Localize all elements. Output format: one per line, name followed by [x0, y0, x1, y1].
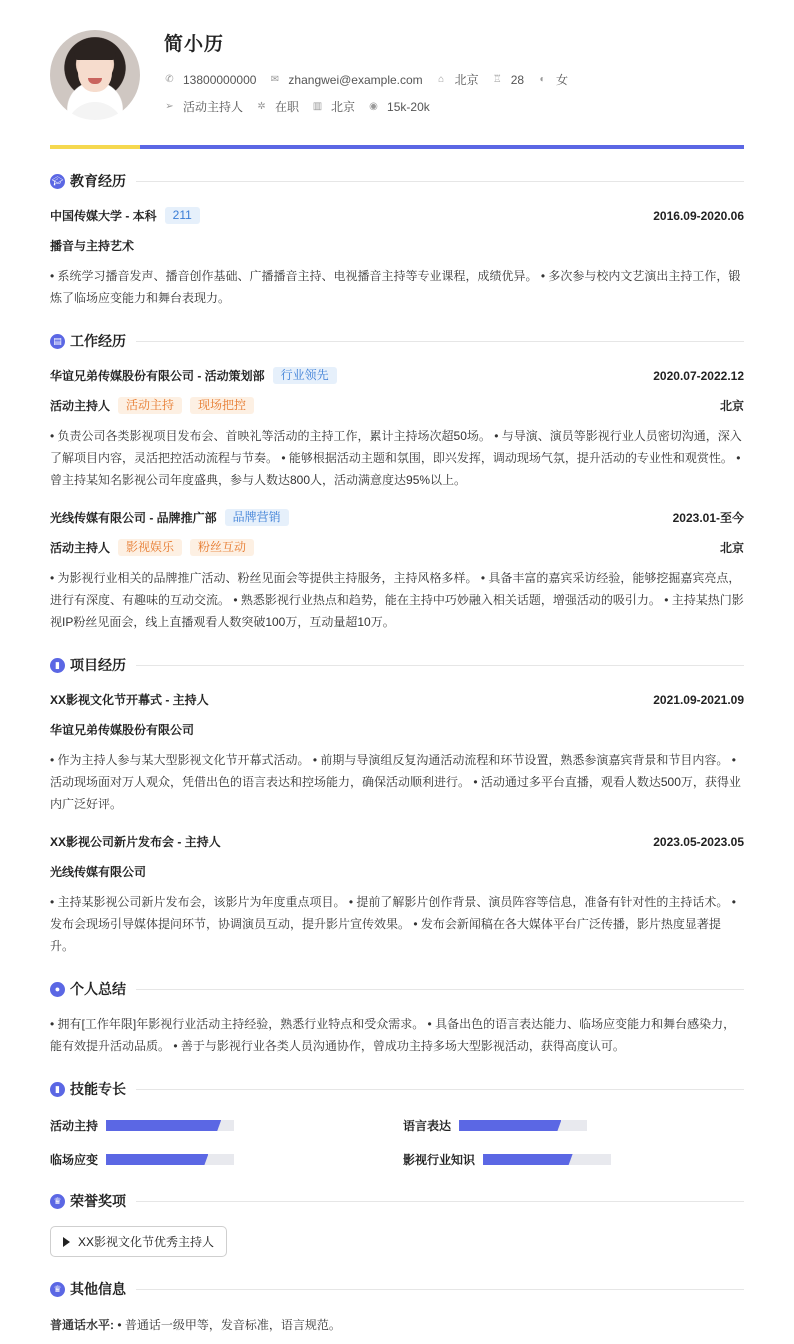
summary-text: • 拥有[工作年限]年影视行业活动主持经验，熟悉行业特点和受众需求。 • 具备出色的语言表达能力、临场应变能力和舞台感染力，能有效提升活动品质。 • 善于与影视行业各类人员沟通协作，曾成功主持多场大型影视活动，获得高度认可。 [50, 1017, 736, 1053]
work-desc-1: • 负责公司各类影视项目发布会、首映礼等活动的主持工作，累计主持场次超50场。 • 与导演、演员等影视行业人员密切沟通，深入了解项目内容，灵活把控活动流程与节奏。 • 能够根据活动主题和氛围，即兴发挥，调动现场气氛，提升活动的专业性和观赏性。 • 曾主持某知名影视公司年度盛典，参与人数达800人，活动满意度达95%以上。 [50, 429, 742, 487]
job-row [164, 98, 443, 115]
work-desc-2: • 为影视行业相关的品牌推广活动、粉丝见面会等提供主持服务，主持风格多样。 • 具备丰富的嘉宾采访经验，能够挖掘嘉宾亮点，进行有深度、有趣味的互动交流。 • 熟悉影视行业热点和趋势，能在主持中巧妙融入相关话题，增强活动的吸引力。 • 主持某热门影视IP粉丝见面会，线上直播观看人数突破100万，互动量超10万。 [50, 571, 744, 629]
skill-item [50, 1151, 234, 1168]
location-text: 北京 [454, 73, 479, 87]
education-desc: • 系统学习播音发声、播音创作基础、广播播音主持、电视播音主持等专业课程，成绩优异。 • 多次参与校内文艺演出主持工作，锻炼了临场应变能力和舞台表现力。 [50, 269, 741, 305]
graduation-cap-icon: 🎓︎ [50, 174, 65, 189]
section-education: 🎓︎ 教育经历 [50, 171, 744, 191]
briefcase-icon: ▤ [50, 334, 65, 349]
skill-bar-fill [106, 1154, 208, 1165]
mail-icon: ✉ [270, 74, 280, 85]
major: 播音与主持艺术 [50, 239, 135, 253]
role-title: 活动主持人 [50, 399, 111, 413]
cake-icon: ♖ [492, 74, 502, 85]
other-value: • 普通话一级甲等，发音标准，语言规范。 [117, 1318, 341, 1332]
project-org-1 [50, 721, 744, 738]
award-icon: ♛ [50, 1282, 65, 1297]
role-tag: 活动主持 [118, 397, 182, 414]
section-work: ▤ 工作经历 [50, 331, 744, 351]
award-item-button[interactable] [50, 1226, 227, 1257]
skill-name: 语言表达 [403, 1119, 452, 1133]
job-title-text: 活动主持人 [183, 100, 244, 114]
company-name: 光线传媒有限公司 - 品牌推广部 [50, 511, 217, 525]
work-city: 北京 [719, 399, 744, 413]
section-summary: ● 个人总结 [50, 979, 744, 999]
company-tag: 行业领先 [273, 367, 337, 384]
work-header-2 [50, 509, 744, 526]
work-city: 北京 [719, 541, 744, 555]
candidate-name: 简小历 [164, 34, 225, 55]
role-tag: 现场把控 [190, 397, 254, 414]
salary-text: 15k-20k [387, 99, 430, 114]
project-org: 光线传媒有限公司 [50, 865, 147, 879]
gender-text: 女 [556, 73, 569, 87]
send-icon: ➢ [165, 101, 174, 112]
gender-icon: ◐ [539, 74, 546, 85]
other-info [50, 1314, 744, 1336]
section-skills: ▮ 技能专长 [50, 1079, 744, 1099]
role-title: 活动主持人 [50, 541, 111, 555]
other-label: 普通话水平: [50, 1318, 114, 1332]
phone-text: 13800000000 [183, 72, 257, 87]
avatar [50, 30, 140, 120]
work-role-2 [50, 539, 744, 556]
skill-bar-fill [483, 1154, 573, 1165]
skill-bar [106, 1120, 234, 1131]
school-name: 中国传媒大学 - 本科 [50, 209, 157, 223]
project-period: 2021.09-2021.09 [653, 692, 744, 707]
project-org-2 [50, 863, 744, 880]
company-tag: 品牌营销 [225, 509, 289, 526]
work-header-1 [50, 367, 744, 384]
play-triangle-icon [63, 1237, 70, 1247]
project-header-2 [50, 833, 744, 850]
section-awards: ♛ 荣誉奖项 [50, 1191, 744, 1211]
age-text: 28 [510, 72, 525, 87]
work-period: 2023.01-至今 [672, 511, 744, 525]
role-tag: 粉丝互动 [190, 539, 254, 556]
building-icon: ▥ [312, 101, 323, 112]
status-text: 在职 [275, 100, 300, 114]
skill-bar [459, 1120, 587, 1131]
skill-item [50, 1117, 234, 1134]
role-tag: 影视娱乐 [118, 539, 182, 556]
skill-item [403, 1117, 587, 1134]
project-header-1 [50, 691, 744, 708]
resume-header [50, 0, 744, 146]
award-name: XX影视文化节优秀主持人 [78, 1235, 215, 1249]
header-divider [50, 145, 744, 149]
project-title: XX影视文化节开幕式 - 主持人 [50, 693, 209, 707]
bar-chart-icon: ▮ [50, 658, 65, 673]
skill-bar-fill [106, 1120, 221, 1131]
skill-name: 临场应变 [50, 1153, 99, 1167]
school-tag: 211 [165, 207, 200, 224]
company-name: 华谊兄弟传媒股份有限公司 - 活动策划部 [50, 369, 265, 383]
skill-name: 活动主持 [50, 1119, 99, 1133]
section-other: ♛ 其他信息 [50, 1279, 744, 1299]
money-icon: ◉ [369, 101, 378, 112]
work-city-text: 北京 [331, 100, 356, 114]
skill-bar-fill [459, 1120, 561, 1131]
phone-icon: ✆ [165, 74, 174, 85]
email-text: zhangwei@example.com [288, 72, 423, 87]
award-icon: ♛ [50, 1194, 65, 1209]
contact-row [164, 71, 581, 88]
skill-name: 影视行业知识 [403, 1153, 476, 1167]
project-desc-1: • 作为主持人参与某大型影视文化节开幕式活动。 • 前期与导演组反复沟通活动流程和环节设置，熟悉参演嘉宾背景和节目内容。 • 活动现场面对万人观众，凭借出色的语言表达和控场能力，确保活动顺利进行。 • 活动通过多平台直播，观看人数达500万，获得业内广泛好评。 [50, 753, 741, 811]
user-icon: ● [50, 982, 65, 997]
project-title: XX影视公司新片发布会 - 主持人 [50, 835, 221, 849]
bar-chart-icon: ▮ [50, 1082, 65, 1097]
education-major-row [50, 237, 744, 254]
project-period: 2023.05-2023.05 [653, 834, 744, 849]
project-desc-2: • 主持某影视公司新片发布会，该影片为年度重点项目。 • 提前了解影片创作背景、演员阵容等信息，准备有针对性的主持话术。 • 发布会现场引导媒体提问环节，协调演员互动，提升影片宣传效果。 • 发布会新闻稿在各大媒体平台广泛传播，影片热度显著提升。 [50, 895, 736, 953]
gear-icon: ✲ [257, 101, 266, 112]
skill-bar [483, 1154, 611, 1165]
home-icon: ⌂ [438, 74, 445, 85]
work-period: 2020.07-2022.12 [653, 368, 744, 383]
skill-item [403, 1151, 611, 1168]
work-role-1 [50, 397, 744, 414]
skill-bar [106, 1154, 234, 1165]
education-header [50, 207, 744, 224]
project-org: 华谊兄弟传媒股份有限公司 [50, 723, 195, 737]
section-projects: ▮ 项目经历 [50, 655, 744, 675]
education-period: 2016.09-2020.06 [653, 208, 744, 223]
